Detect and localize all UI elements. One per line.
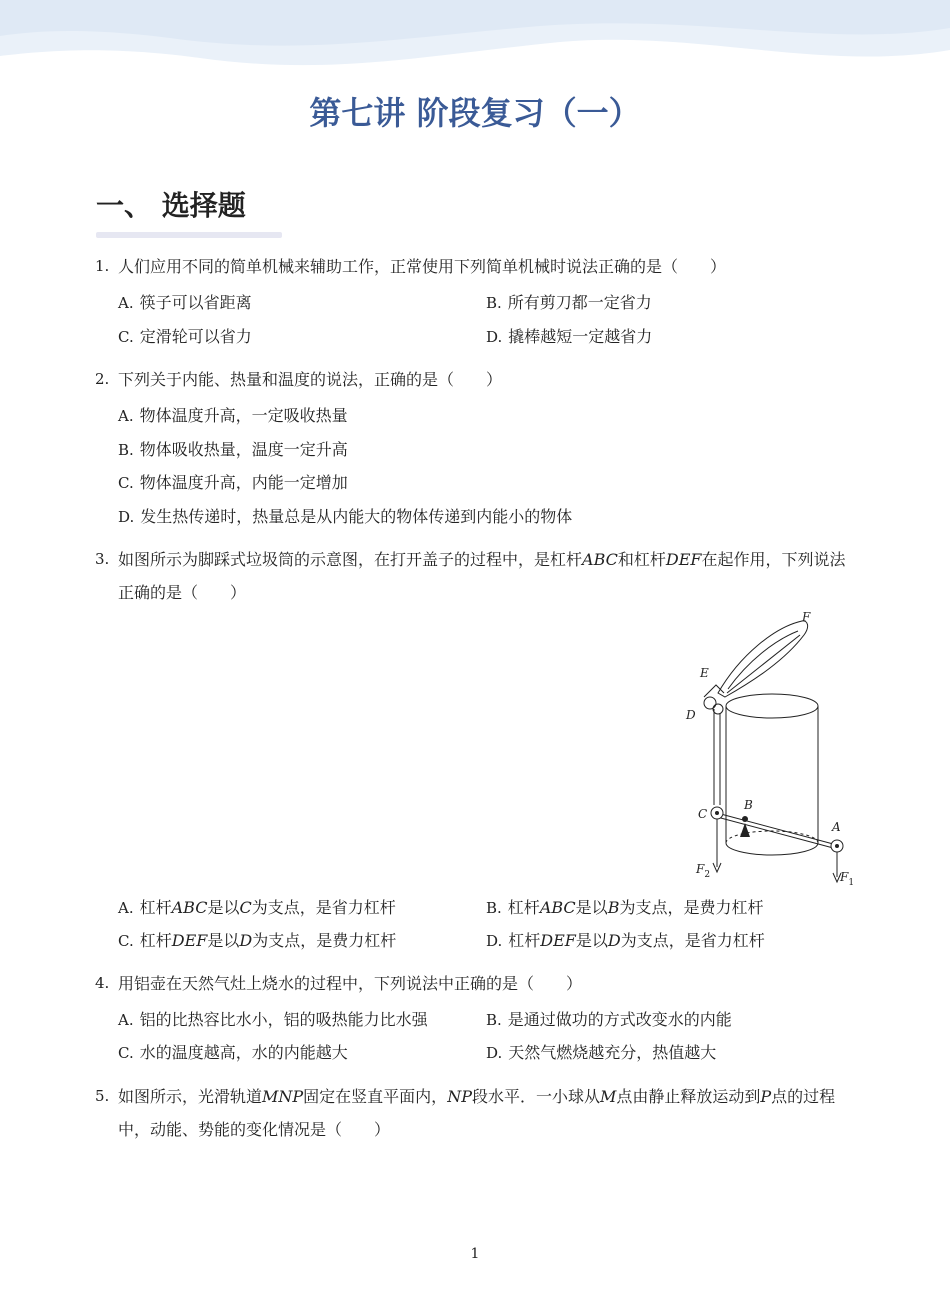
question-number: 2. xyxy=(95,370,110,388)
option-text-b: 是以 xyxy=(575,931,608,950)
option-text-a: 杠杆 xyxy=(139,898,172,917)
option-text-a: 杠杆 xyxy=(507,898,540,917)
option-label: C. xyxy=(118,1044,134,1062)
q4-option-b[interactable] xyxy=(486,1007,732,1030)
question-text xyxy=(118,543,855,609)
label-b: B xyxy=(744,798,753,812)
q3-option-b[interactable] xyxy=(486,895,763,918)
q1-option-c[interactable] xyxy=(118,324,252,347)
option-lever: DEF xyxy=(540,931,576,950)
question-text-part: 在起作用，下列说法正确的是（ ） xyxy=(118,550,846,602)
question-text: 下列关于内能、热量和温度的说法，正确的是（ ） xyxy=(118,370,503,389)
option-text-a: 杠杆 xyxy=(508,931,541,950)
segment-np: NP xyxy=(447,1087,472,1106)
label-f: F xyxy=(802,610,811,624)
option-text: 铝的比热容比水小，铝的吸热能力比水强 xyxy=(139,1010,428,1029)
option-text: 物体温度升高，一定吸收热量 xyxy=(139,406,348,425)
point-p: P xyxy=(760,1087,772,1106)
question-3 xyxy=(95,543,855,609)
option-pivot: C xyxy=(239,898,252,917)
question-text xyxy=(118,1080,855,1146)
option-text: 物体温度升高，内能一定增加 xyxy=(139,473,348,492)
option-label: D. xyxy=(118,508,135,526)
trash-can-lever-diagram xyxy=(670,605,870,890)
label-f1 xyxy=(839,870,854,888)
header-wave-decoration xyxy=(0,0,950,80)
q3-option-c[interactable] xyxy=(118,928,396,951)
option-label: B. xyxy=(486,899,502,917)
option-label: B. xyxy=(118,441,134,459)
track-mnp: MNP xyxy=(262,1087,304,1106)
option-pivot: D xyxy=(607,931,621,950)
question-4 xyxy=(95,967,855,1000)
option-lever: ABC xyxy=(539,898,576,917)
question-text-part: 段水平．一小球从 xyxy=(471,1087,600,1106)
question-number: 3. xyxy=(95,550,110,568)
question-5 xyxy=(95,1080,855,1146)
q2-option-b[interactable] xyxy=(118,437,348,460)
option-text: 天然气燃烧越充分，热值越大 xyxy=(508,1043,717,1062)
q1-option-d[interactable] xyxy=(486,324,652,347)
question-number: 1. xyxy=(95,257,110,275)
option-label: A. xyxy=(118,1011,134,1029)
q4-option-d[interactable] xyxy=(486,1040,716,1063)
page-number: 1 xyxy=(470,1246,480,1262)
option-pivot: B xyxy=(607,898,620,917)
q3-option-d[interactable] xyxy=(486,928,765,951)
label-e: E xyxy=(700,666,709,680)
q3-option-a[interactable] xyxy=(118,895,396,918)
q2-option-a[interactable] xyxy=(118,403,348,426)
option-text-c: 为支点，是费力杠杆 xyxy=(252,931,397,950)
lever-def: DEF xyxy=(665,550,702,569)
option-lever: ABC xyxy=(171,898,208,917)
option-text-a: 杠杆 xyxy=(139,931,172,950)
question-1 xyxy=(95,250,855,283)
question-2 xyxy=(95,363,855,396)
question-text: 人们应用不同的简单机械来辅助工作，正常使用下列简单机械时说法正确的是（ ） xyxy=(118,257,727,276)
question-number: 5. xyxy=(95,1087,110,1105)
page-title: 第七讲 阶段复习（一） xyxy=(309,94,641,132)
q2-option-d[interactable] xyxy=(118,504,572,527)
option-label: C. xyxy=(118,932,134,950)
question-number: 4. xyxy=(95,974,110,992)
q4-option-c[interactable] xyxy=(118,1040,348,1063)
lever-abc: ABC xyxy=(582,550,618,569)
question-text-part: 如图所示为脚踩式垃圾筒的示意图，在打开盖子的过程中，是杠杆 xyxy=(118,550,583,569)
q2-option-c[interactable] xyxy=(118,470,348,493)
label-d: D xyxy=(686,708,696,722)
option-text-c: 为支点，是省力杠杆 xyxy=(251,898,396,917)
label-c: C xyxy=(698,807,708,821)
option-text: 发生热传递时，热量总是从内能大的物体传递到内能小的物体 xyxy=(140,507,573,526)
question-text-part: 和杠杆 xyxy=(617,550,666,569)
question-text-part: 点的过程中，动能、势能的变化情况是（ ） xyxy=(118,1087,836,1139)
question-text-part: 如图所示，光滑轨道 xyxy=(118,1087,263,1106)
option-label: D. xyxy=(486,1044,503,1062)
option-text: 所有剪刀都一定省力 xyxy=(507,293,652,312)
label-f2 xyxy=(695,862,710,880)
option-label: A. xyxy=(118,407,134,425)
option-text: 水的温度越高，水的内能越大 xyxy=(139,1043,348,1062)
option-pivot: D xyxy=(239,931,253,950)
option-text-b: 是以 xyxy=(575,898,608,917)
label-a: A xyxy=(832,820,841,834)
option-label: D. xyxy=(486,932,503,950)
question-text-part: 点由静止释放运动到 xyxy=(616,1087,761,1106)
question-text-part: 固定在竖直平面内， xyxy=(303,1087,448,1106)
option-text: 定滑轮可以省力 xyxy=(139,327,252,346)
option-text: 物体吸收热量，温度一定升高 xyxy=(139,440,348,459)
option-text: 撬棒越短一定越省力 xyxy=(508,327,653,346)
point-m: M xyxy=(599,1087,617,1106)
label-f1-sub: 1 xyxy=(848,878,855,888)
option-text-c: 为支点，是省力杠杆 xyxy=(620,931,765,950)
option-label: B. xyxy=(486,294,502,312)
option-label: C. xyxy=(118,474,134,492)
q1-option-b[interactable] xyxy=(486,290,652,313)
section-underline xyxy=(96,232,282,238)
option-text-c: 为支点，是费力杠杆 xyxy=(619,898,764,917)
option-label: A. xyxy=(118,294,134,312)
option-text: 是通过做功的方式改变水的内能 xyxy=(507,1010,732,1029)
option-text-b: 是以 xyxy=(207,898,240,917)
q1-option-a[interactable] xyxy=(118,290,252,313)
option-label: D. xyxy=(486,328,503,346)
label-f2-main: F xyxy=(696,862,705,876)
question-text: 用铝壶在天然气灶上烧水的过程中，下列说法中正确的是（ ） xyxy=(118,974,583,993)
option-text-b: 是以 xyxy=(207,931,240,950)
label-f1-main: F xyxy=(840,870,849,884)
label-f2-sub: 2 xyxy=(704,870,711,880)
option-text: 筷子可以省距离 xyxy=(139,293,252,312)
option-lever: DEF xyxy=(171,931,208,950)
section-heading: 一、 选择题 xyxy=(96,189,246,222)
option-label: B. xyxy=(486,1011,502,1029)
option-label: C. xyxy=(118,328,134,346)
q4-option-a[interactable] xyxy=(118,1007,428,1030)
option-label: A. xyxy=(118,899,134,917)
